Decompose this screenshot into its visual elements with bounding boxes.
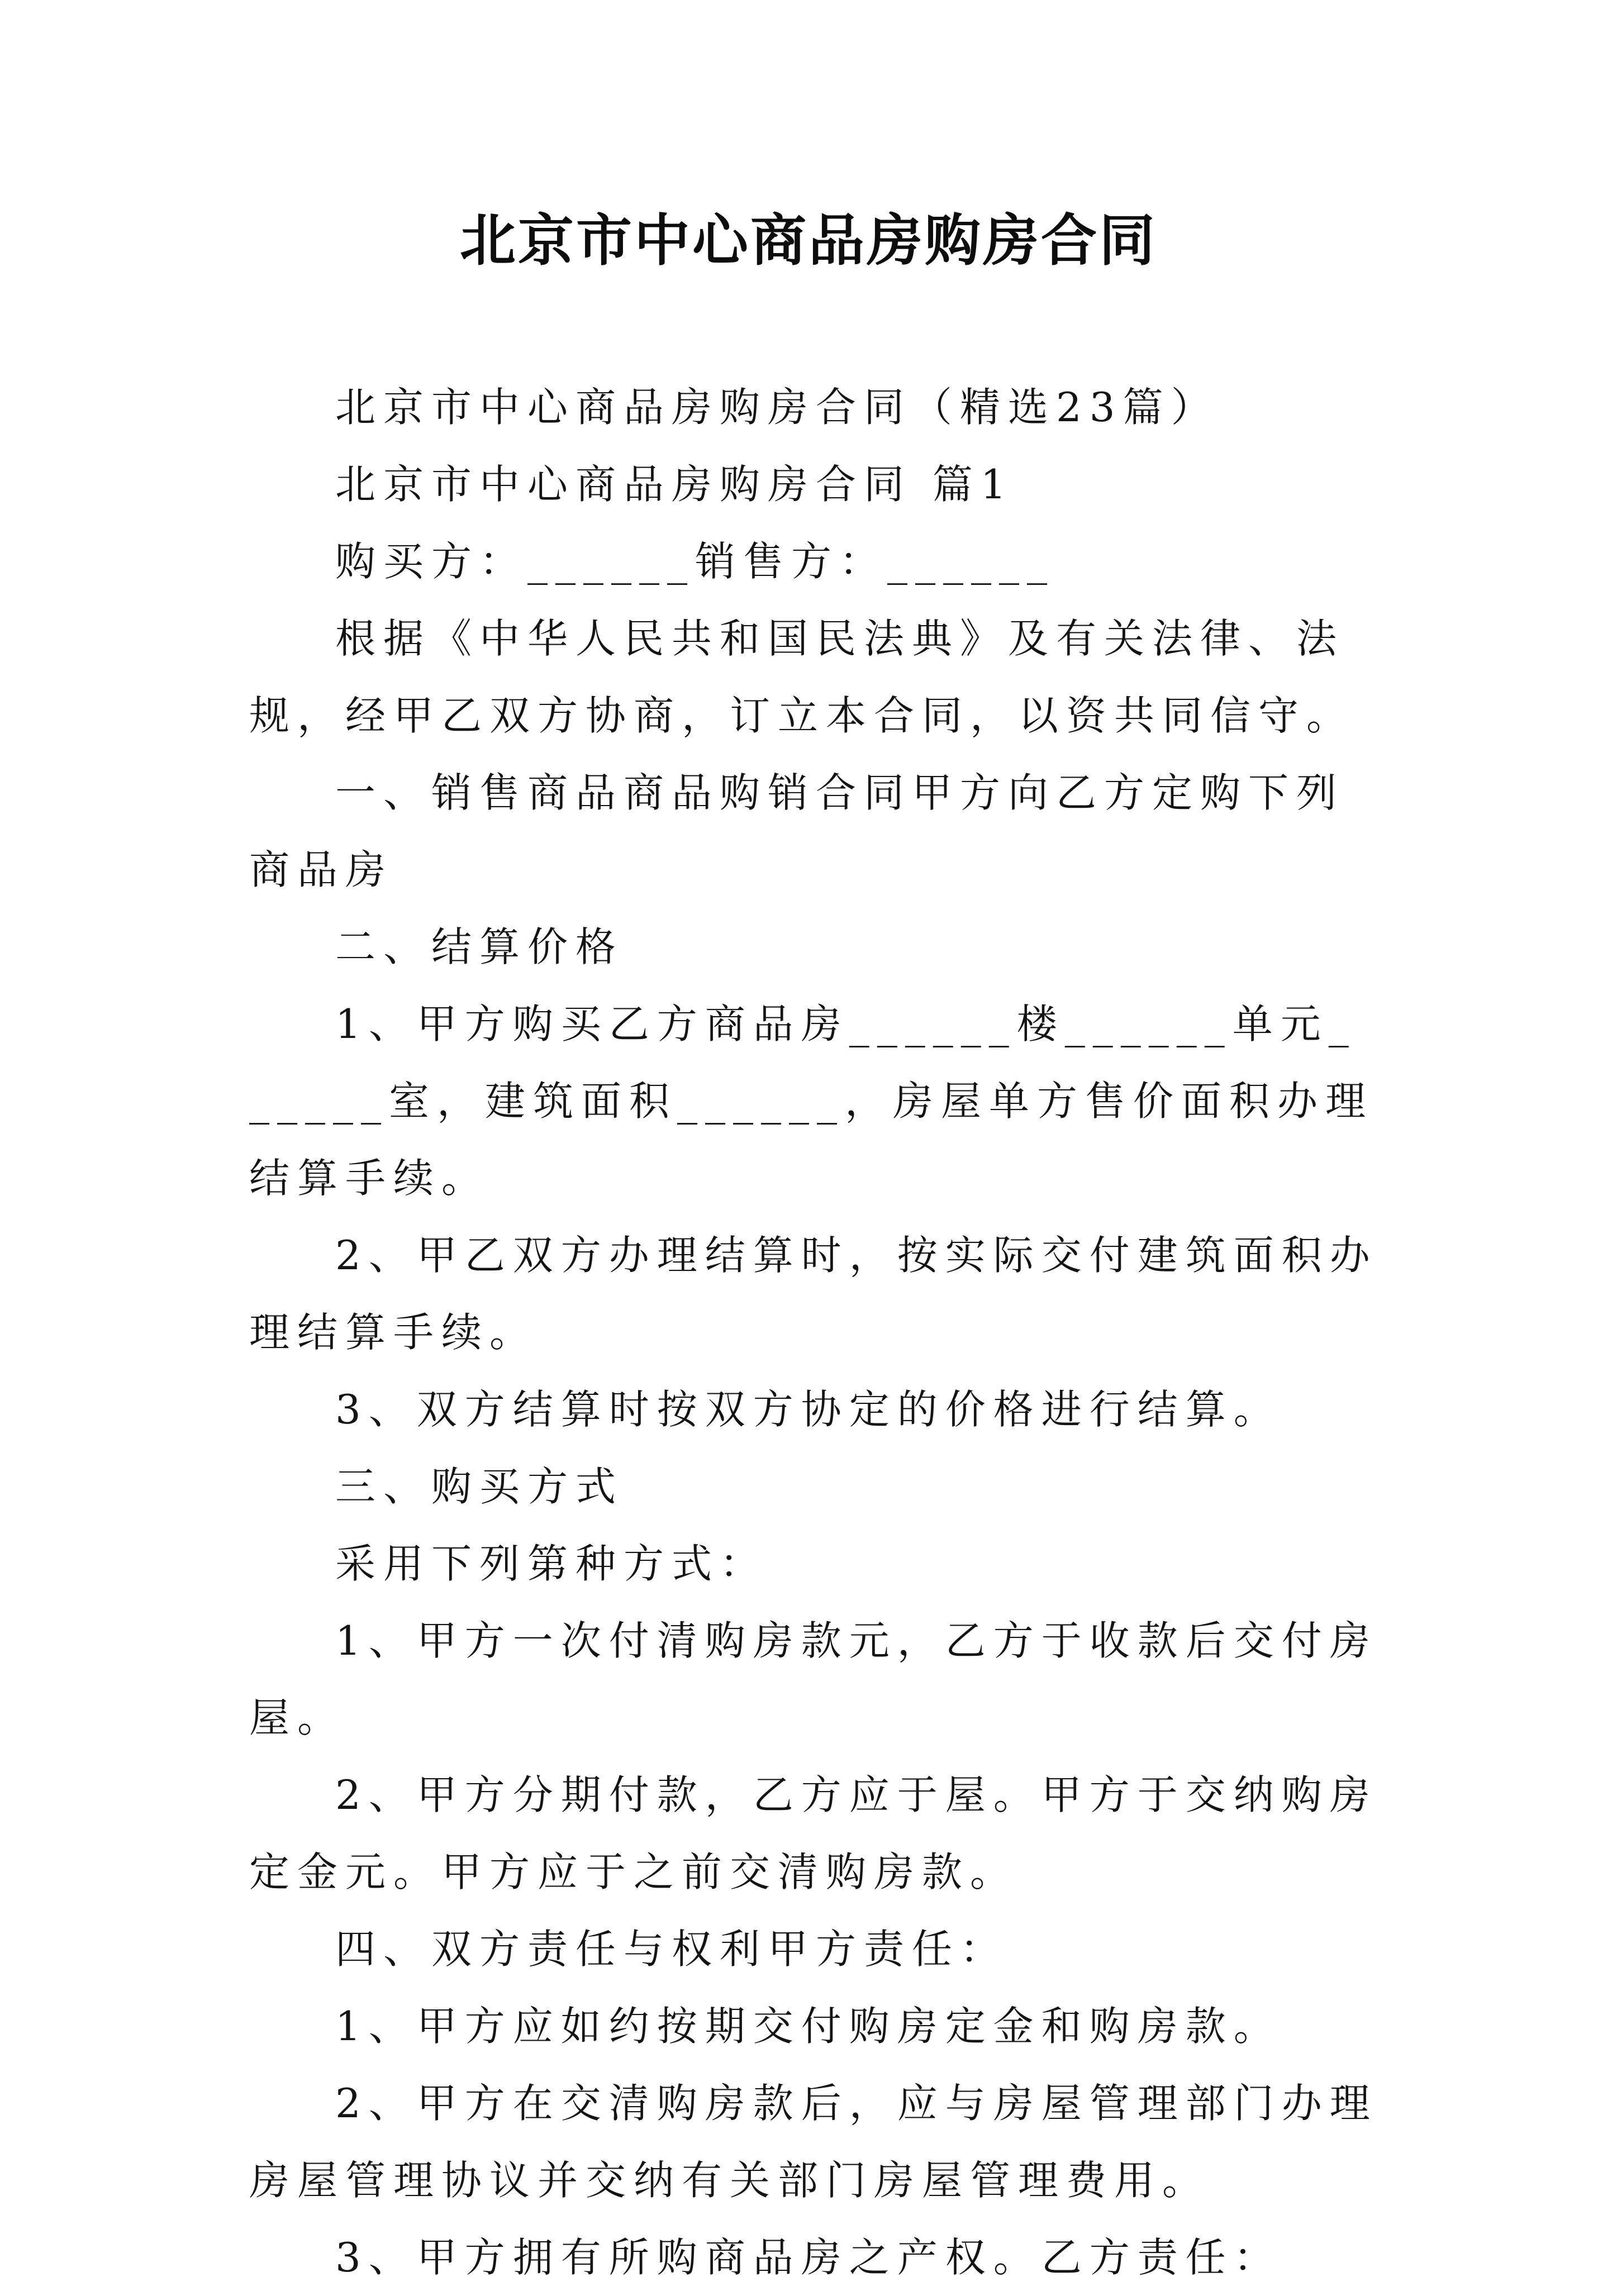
paragraph-parties: 购买方：______销售方：______ bbox=[335, 538, 1055, 585]
paragraph-item: 1、甲方应如约按期交付购房定金和购房款。 bbox=[335, 2003, 1282, 2050]
paragraph-clause-3: 三、购买方式 bbox=[335, 1463, 624, 1510]
paragraph-clause-2: 二、结算价格 bbox=[335, 923, 624, 970]
paragraph-preamble: 根据《中华人民共和国民法典》及有关法律、法规，经甲乙双方协商，订立本合同，以资共同信守。 bbox=[249, 615, 1355, 739]
paragraph-item: 3、甲方拥有所购商品房之产权。乙方责任： bbox=[335, 2234, 1282, 2281]
paragraph-item: 2、甲方在交清购房款后，应与房屋管理部门办理房屋管理协议并交纳有关部门房屋管理费用。 bbox=[249, 2080, 1378, 2204]
paragraph-item: 2、甲乙双方办理结算时，按实际交付建筑面积办理结算手续。 bbox=[249, 1232, 1378, 1356]
document-body bbox=[249, 369, 1378, 2296]
paragraph-clause-1: 一、销售商品商品购销合同甲方向乙方定购下列商品房 bbox=[249, 769, 1345, 893]
paragraph-item: 1、甲方购买乙方商品房______楼______单元______室，建筑面积______，房屋单方售价面积办理结算手续。 bbox=[249, 1001, 1374, 1202]
paragraph-item: 2、甲方分期付款，乙方应于屋。甲方于交纳购房定金元。甲方应于之前交清购房款。 bbox=[249, 1771, 1378, 1895]
paragraph-text: 采用下列第种方式： bbox=[335, 1540, 768, 1587]
paragraph-item: 1、甲方一次付清购房款元，乙方于收款后交付房屋。 bbox=[249, 1617, 1378, 1741]
paragraph-item: 3、双方结算时按双方协定的价格进行结算。 bbox=[335, 1386, 1282, 1433]
document-title: 北京市中心商品房购房合同 bbox=[460, 207, 1157, 273]
paragraph-clause-4: 四、双方责任与权利甲方责任： bbox=[335, 1926, 1009, 1973]
paragraph-subtitle: 北京市中心商品房购房合同（精选23篇） bbox=[335, 384, 1219, 431]
paragraph-section-heading: 北京市中心商品房购房合同 篇1 bbox=[335, 461, 1014, 508]
